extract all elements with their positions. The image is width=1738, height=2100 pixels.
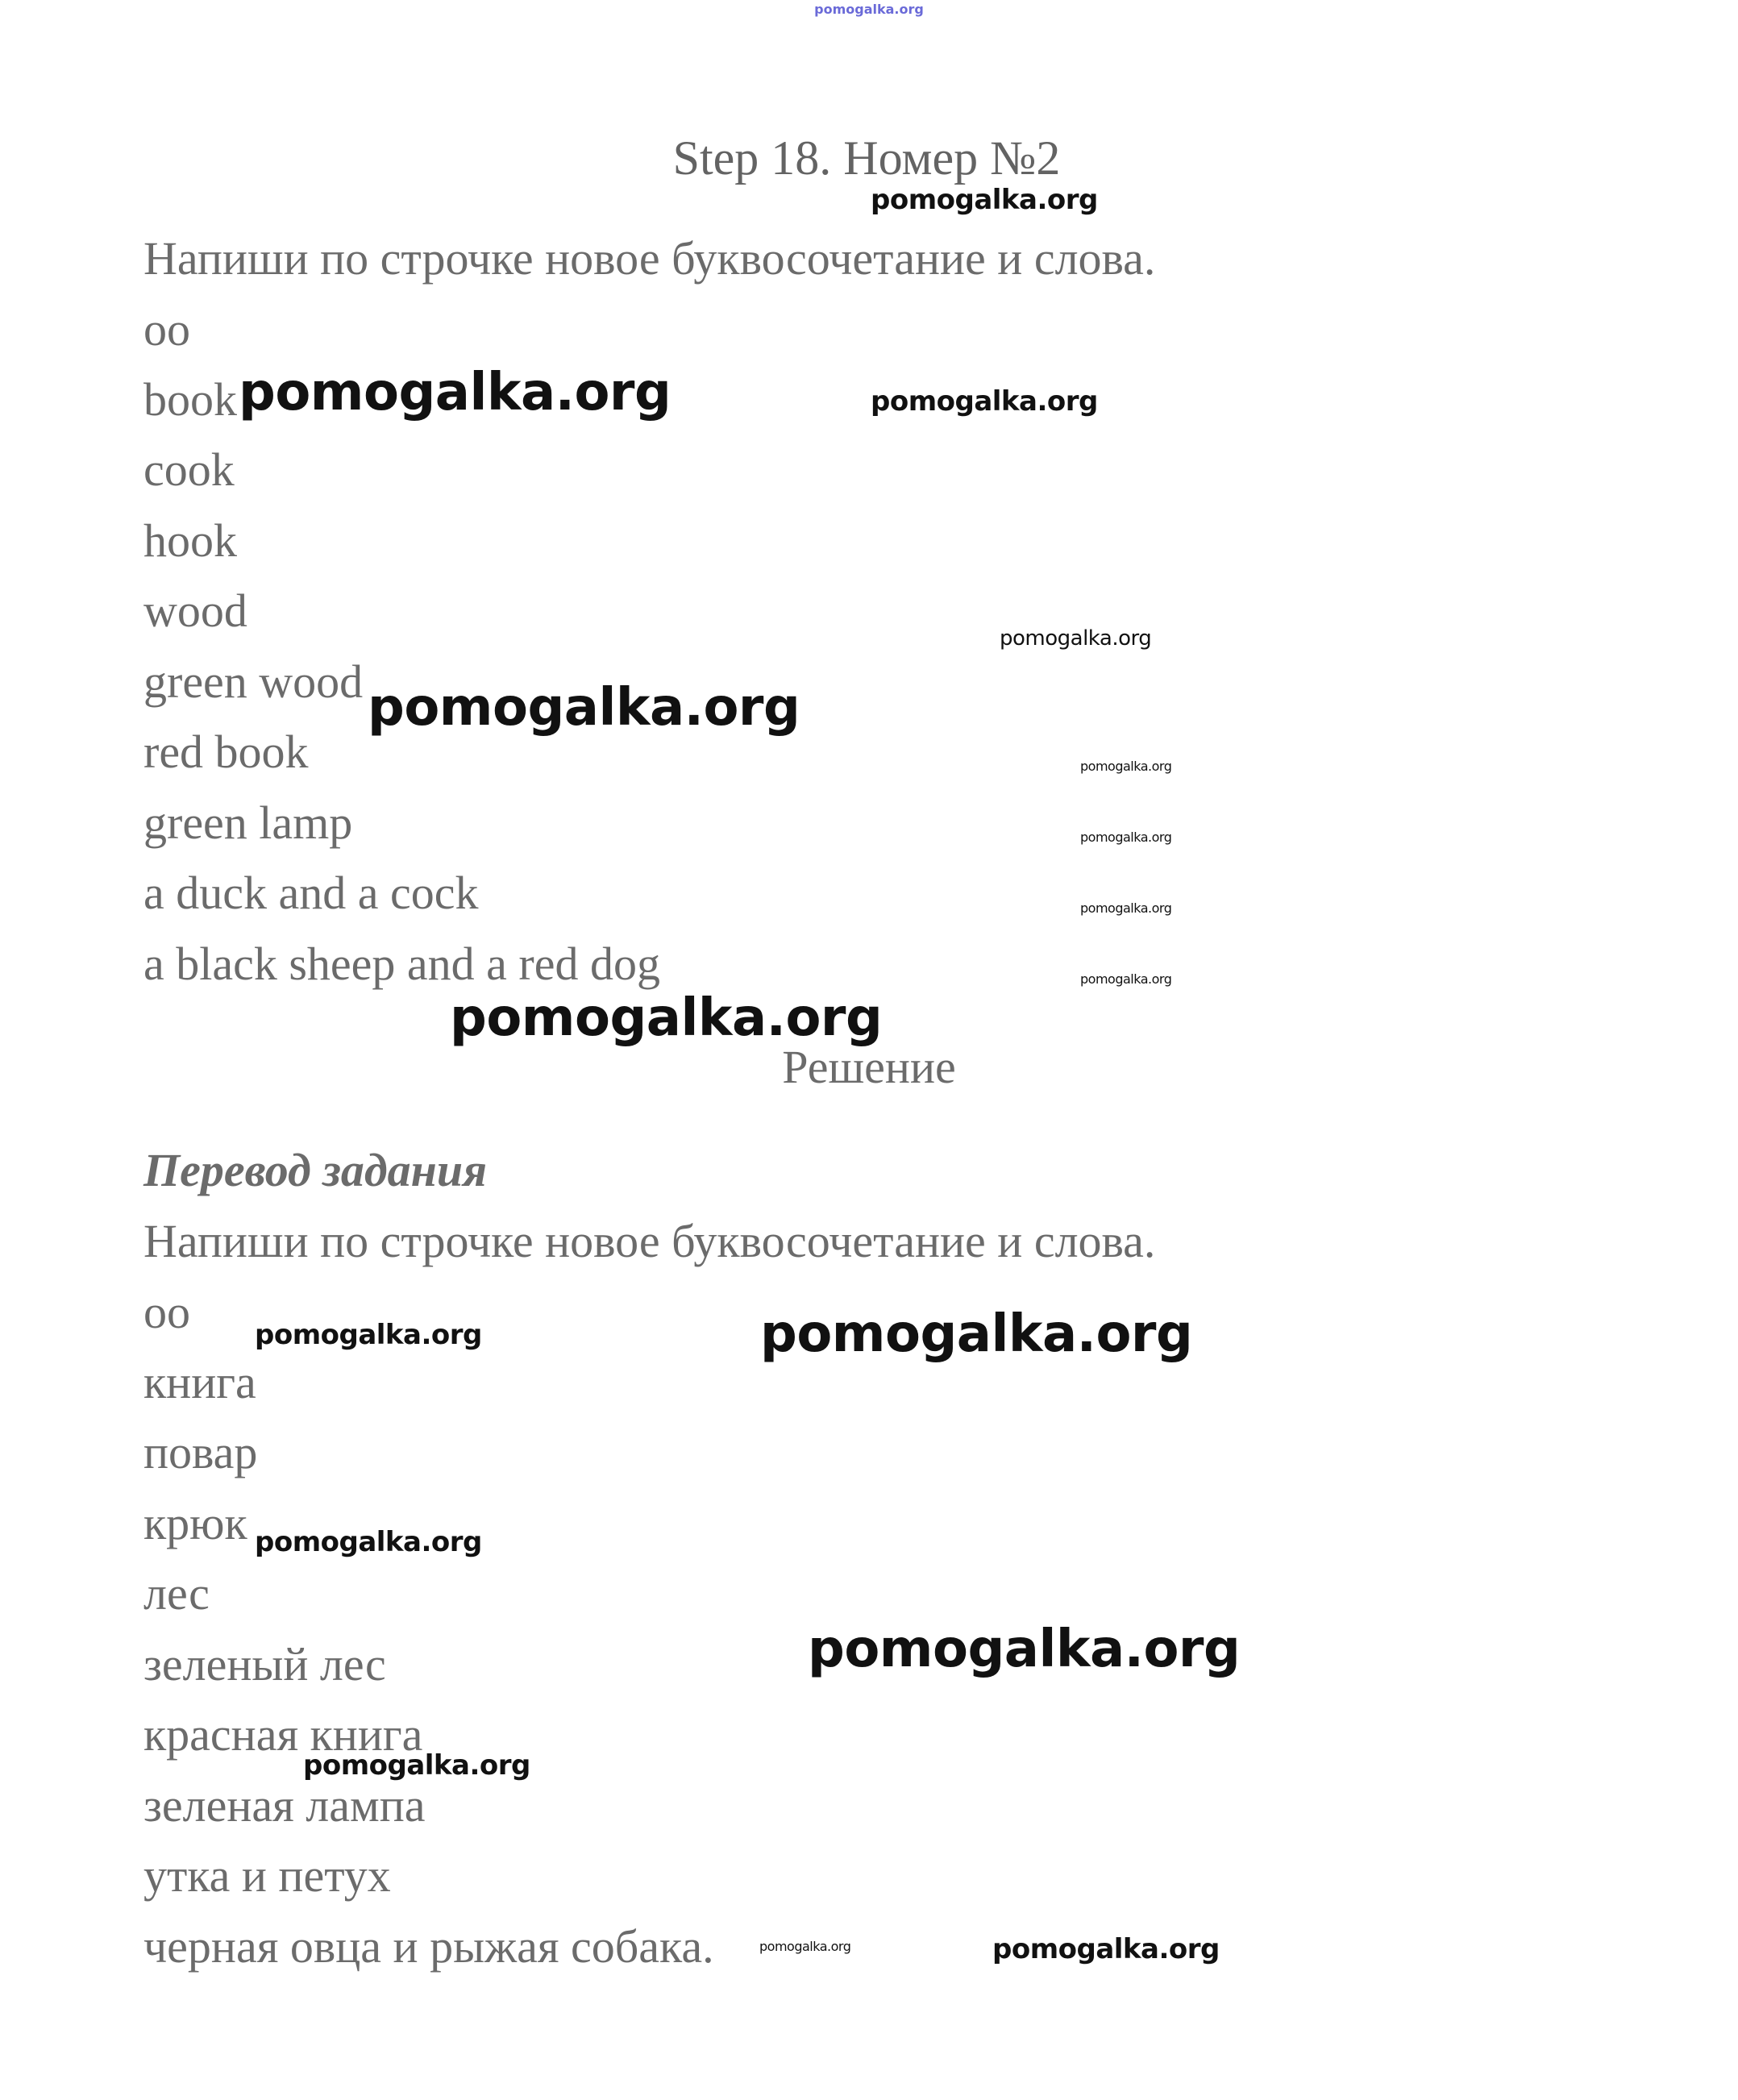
translation-line-zeleny-les: зеленый лес xyxy=(143,1638,386,1690)
translation-line-krasnaya-kniga: красная книга xyxy=(143,1708,423,1761)
translation-line-zelenaya-lampa: зеленая лампа xyxy=(143,1779,426,1832)
task-line-green-lamp: green lamp xyxy=(143,796,353,849)
watermark: pomogalka.org xyxy=(368,678,800,738)
watermark: pomogalka.org xyxy=(1080,900,1172,916)
translation-line-kryuk: крюк xyxy=(143,1497,247,1549)
solution-heading: Решение xyxy=(782,1041,956,1093)
page-title xyxy=(0,129,1738,187)
task-line-cook: cook xyxy=(143,443,235,496)
watermark: pomogalka.org xyxy=(871,385,1098,418)
task-line-book: book xyxy=(143,373,237,426)
watermark: pomogalka.org xyxy=(450,988,883,1048)
task-line-green-wood: green wood xyxy=(143,655,364,708)
task-line-duck-cock: a duck and a cock xyxy=(143,867,479,919)
watermark: pomogalka.org xyxy=(871,184,1098,216)
task-line-red-book: red book xyxy=(143,726,309,778)
translation-line-utka-petukh: утка и петух xyxy=(143,1849,391,1902)
watermark: pomogalka.org xyxy=(239,363,672,422)
watermark: pomogalka.org xyxy=(759,1939,851,1954)
translation-line-ovtsa-sobaka: черная овца и рыжая собака. xyxy=(143,1920,714,1973)
task-line-sheep-dog: a black sheep and a red dog xyxy=(143,938,660,990)
translation-line-oo: oo xyxy=(143,1286,190,1338)
translation-instruction: Напиши по строчке новое буквосочетание и слова. xyxy=(143,1215,1156,1267)
watermark: pomogalka.org xyxy=(808,1620,1241,1679)
watermark: pomogalka.org xyxy=(255,1319,482,1351)
translation-line-kniga: книга xyxy=(143,1356,256,1408)
translation-line-povar: повар xyxy=(143,1426,258,1478)
watermark: pomogalka.org xyxy=(255,1526,482,1558)
watermark: pomogalka.org xyxy=(1080,971,1172,987)
task-line-oo: oo xyxy=(143,303,190,356)
watermark: pomogalka.org xyxy=(1080,830,1172,845)
page-title-text: Step 18. Номер №2 xyxy=(672,131,1061,185)
task-instruction: Напиши по строчке новое буквосочетание и слова. xyxy=(143,232,1156,285)
task-line-hook: hook xyxy=(143,514,237,567)
watermark: pomogalka.org xyxy=(303,1749,530,1782)
translation-line-les: лес xyxy=(143,1567,210,1620)
translation-heading: Перевод задания xyxy=(143,1144,487,1196)
watermark: pomogalka.org xyxy=(760,1304,1193,1364)
header-watermark: pomogalka.org xyxy=(814,2,924,17)
watermark: pomogalka.org xyxy=(992,1933,1220,1965)
task-line-wood: wood xyxy=(143,584,247,637)
watermark: pomogalka.org xyxy=(1080,759,1172,774)
watermark: pomogalka.org xyxy=(1000,626,1152,651)
